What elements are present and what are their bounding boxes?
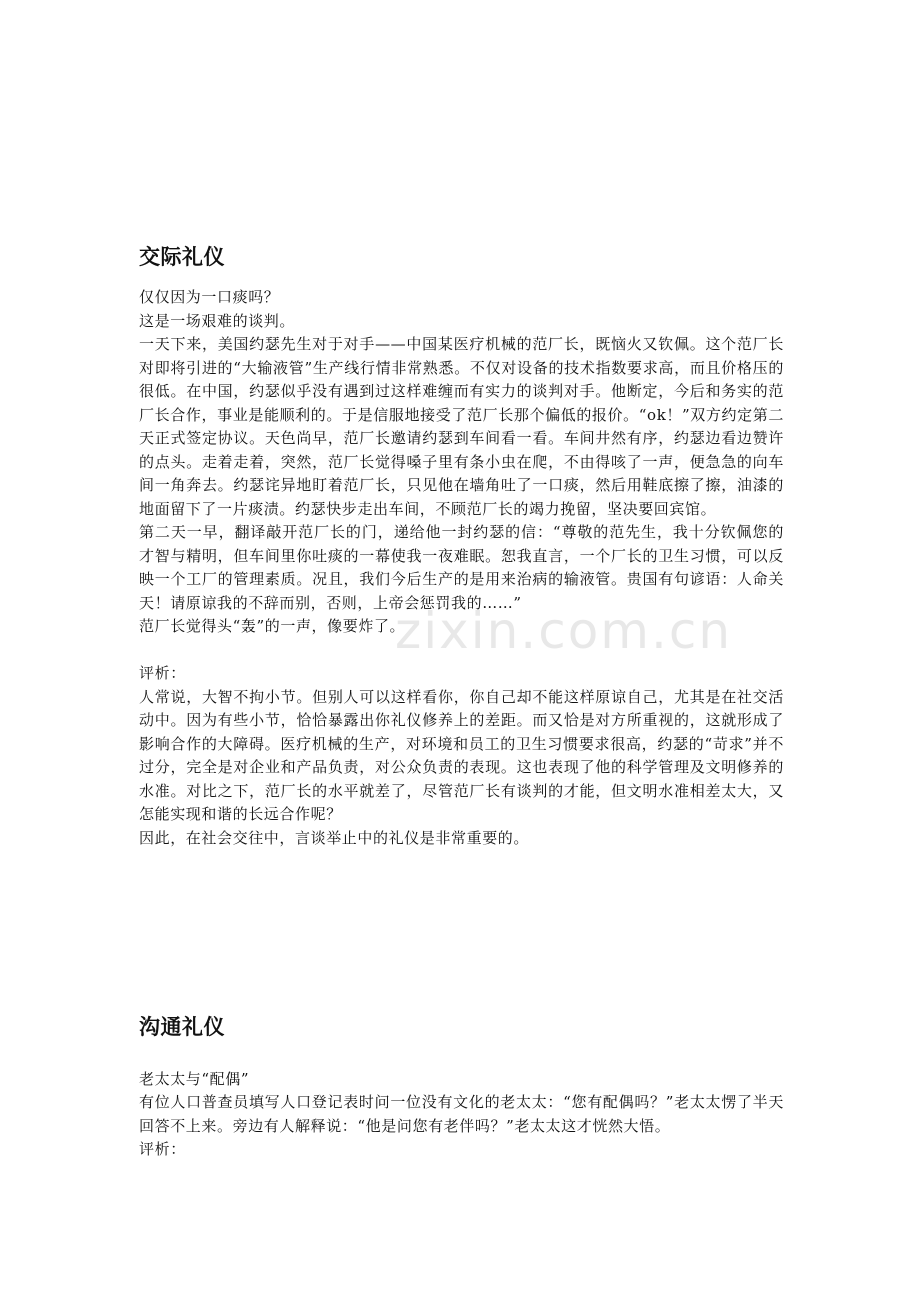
section-social-etiquette (139, 240, 784, 850)
section-communication-etiquette (139, 1010, 784, 1162)
section-title: 交际礼仪 (139, 245, 225, 269)
comment-paragraph: 人常说，大智不拘小节。但别人可以这样看你，你自己却不能这样原谅自己，尤其是在社交活动中。因为有些小节，恰恰暴露出你礼仪修养上的差距。而又恰是对方所重视的，这就形成了影响合作的大障碍。医疗机械的生产，对环境和员工的卫生习惯要求很高，约瑟的“苛求”并不过分，完全是对企业和产品负责，对公众负责的表现。这也表现了他的科学管理及文明修养的水准。对比之下，范厂长的水平就差了，尽管范厂长有谈判的才能，但文明水准相差太大，又怎能实现和谐的长远合作呢？ (139, 687, 784, 823)
watermark: zixin.com.cn (395, 602, 733, 660)
comment-label: 评析： (139, 1140, 186, 1158)
comment-label: 评析： (139, 664, 186, 682)
story-title: 仅仅因为一口痰吗？ (139, 288, 280, 306)
comment-paragraph: 因此，在社会交往中，言谈举止中的礼仪是非常重要的。 (139, 828, 530, 847)
story-paragraph: 范厂长觉得头“轰”的一声，像要炸了。 (139, 617, 406, 635)
section-title: 沟通礼仪 (139, 1015, 225, 1039)
story-paragraph: 有位人口普查员填写人口登记表时问一位没有文化的老太太：“您有配偶吗？”老太太愣了半天回答不上来。旁边有人解释说：“他是问您有老伴吗？”老太太这才恍然大悟。 (139, 1093, 784, 1135)
story-paragraph: 第二天一早，翻译敲开范厂长的门，递给他一封约瑟的信：“尊敬的范先生，我十分钦佩您的才智与精明，但车间里你吐痰的一幕使我一夜难眠。恕我直言，一个厂长的卫生习惯，可以反映一个工厂的管理素质。况且，我们今后生产的是用来治病的输液管。贵国有句谚语：人命关天！请原谅我的不辞而别，否则，上帝会惩罚我的……” (139, 523, 784, 612)
story-paragraph: 一天下来，美国约瑟先生对于对手——中国某医疗机械的范厂长，既恼火又钦佩。这个范厂长对即将引进的“大输液管”生产线行情非常熟悉。不仅对设备的技术指数要求高，而且价格压的很低。在中国，约瑟似乎没有遇到过这样难缠而有实力的谈判对手。他断定，今后和务实的范厂长合作，事业是能顺利的。于是信服地接受了范厂长那个偏低的报价。“ok！”双方约定第二天正式签定协议。天色尚早，范厂长邀请约瑟到车间看一看。车间井然有序，约瑟边看边赞许的点头。走着走着，突然，范厂长觉得嗓子里有条小虫在爬，不由得咳了一声，便急急的向车间一角奔去。约瑟诧异地盯着范厂长，只见他在墙角吐了一口痰，然后用鞋底擦了擦，油漆的地面留下了一片痰渍。约瑟快步走出车间，不顾范厂长的竭力挽留，坚决要回宾馆。 (139, 335, 784, 518)
story-title: 老太太与“配偶” (139, 1069, 250, 1088)
story-paragraph: 这是一场艰难的谈判。 (139, 311, 296, 330)
